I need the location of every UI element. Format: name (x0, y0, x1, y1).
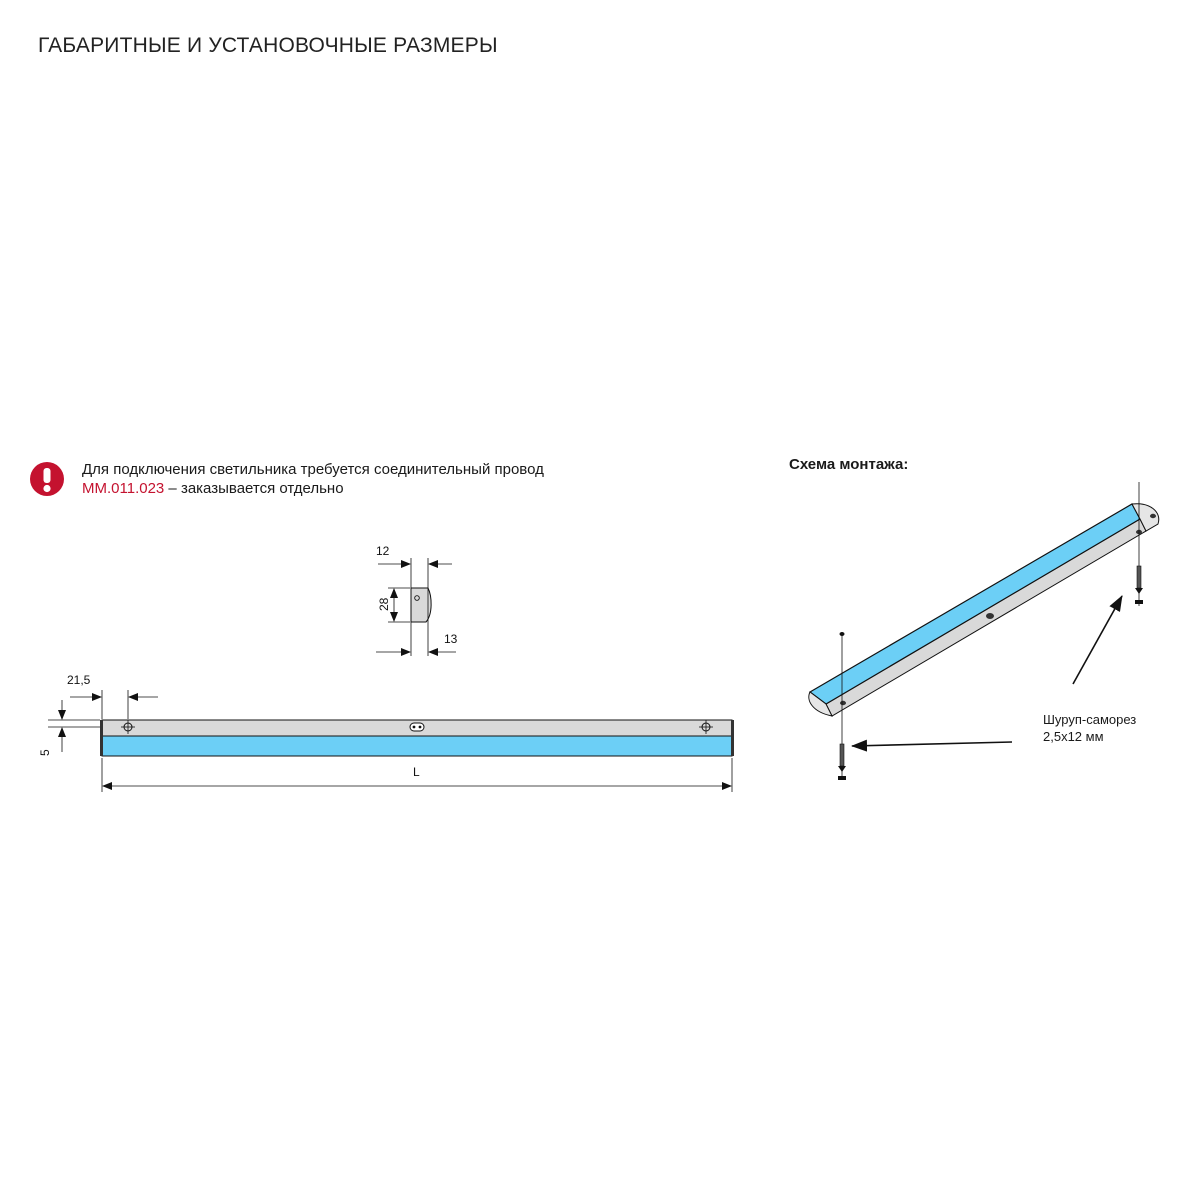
screw-arrow-left (852, 742, 1012, 746)
end-cap-right (731, 720, 734, 756)
screw-label-name: Шуруп-саморез (1043, 712, 1137, 727)
wire-code-link: MM.011.023 (82, 480, 165, 497)
profile-width-dimension: 13 (444, 632, 458, 646)
notice-line-1: Для подключения светильника требуется соединительный провод (82, 461, 544, 478)
profile-top-dimension: 12 (376, 544, 390, 558)
front-view (38, 673, 734, 792)
profile-height-dimension: 28 (377, 597, 391, 611)
mounting-scheme-title: Схема монтажа: (789, 456, 909, 473)
iso-connector (986, 613, 994, 619)
iso-diffuser (810, 504, 1140, 704)
length-dimension: L (413, 765, 420, 779)
mounting-scheme (809, 482, 1159, 780)
screw-label-size: 2,5x12 мм (1043, 729, 1104, 744)
center-connector (410, 723, 424, 731)
end-cap-left (100, 720, 103, 756)
iso-body (826, 519, 1146, 716)
offset-dimension: 21,5 (67, 673, 91, 687)
screw-top-left (840, 632, 845, 636)
luminaire-diffuser (102, 736, 732, 756)
height-dimension: 5 (38, 749, 52, 756)
notice-line-2-rest: – заказывается отдельно (164, 480, 344, 497)
screw-arrow-right (1073, 596, 1122, 684)
page-title: ГАБАРИТНЫЕ И УСТАНОВОЧНЫЕ РАЗМЕРЫ (38, 34, 498, 57)
profile-section (376, 544, 458, 656)
